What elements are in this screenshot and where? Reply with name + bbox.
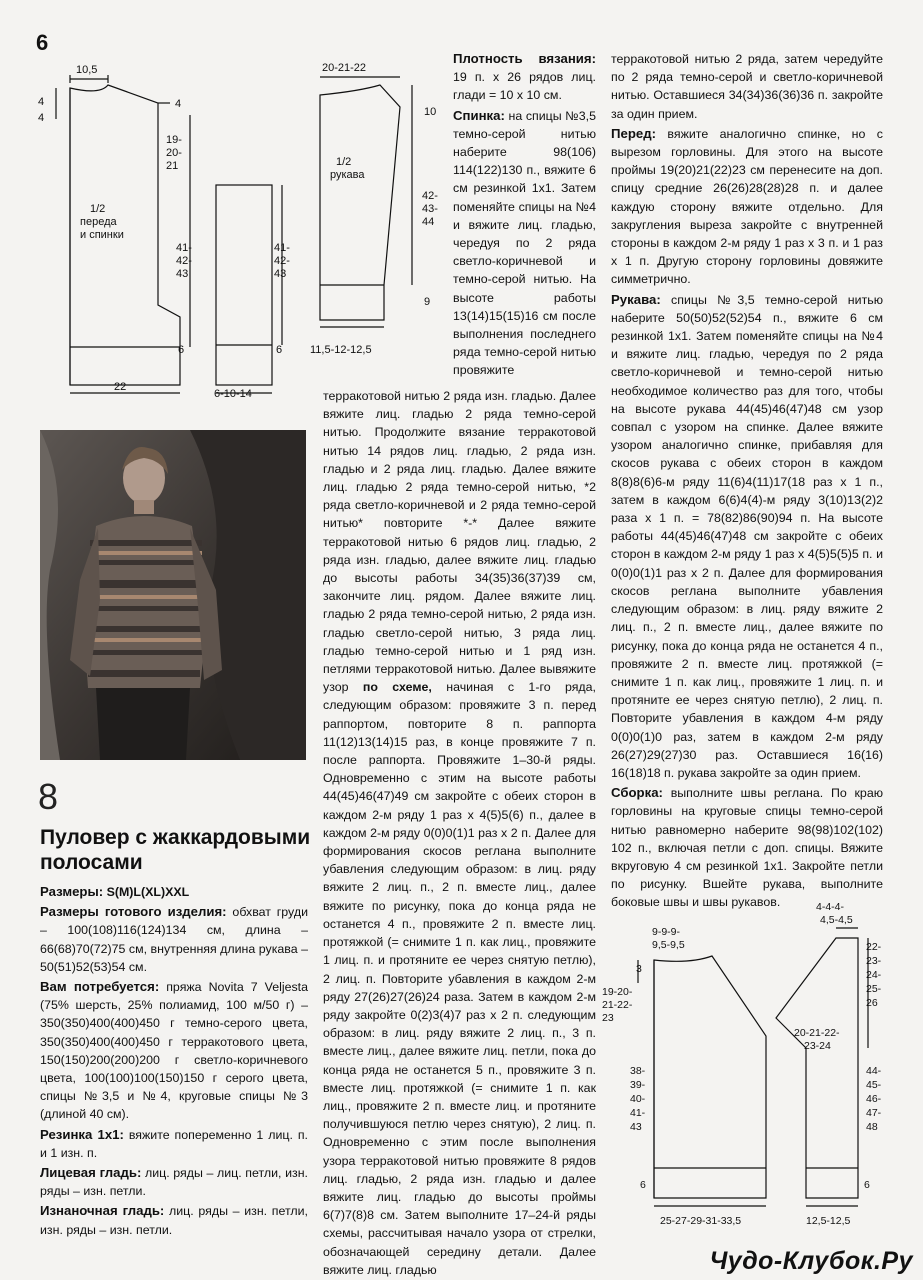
schema-sleeve-width: 12,5-12,5 xyxy=(806,1215,851,1227)
schema-mid-bottom: 6-10-14 xyxy=(214,388,252,400)
schema-sleeve-cap: 10 xyxy=(424,106,437,118)
schema-bottom-width: 25-27-29-31-33,5 xyxy=(660,1215,742,1227)
schema-neck-2: 4 xyxy=(38,112,45,124)
svg-text:43: 43 xyxy=(176,268,189,280)
svg-text:переда: переда xyxy=(80,216,117,228)
schema-top-width: 10,5 xyxy=(76,64,98,76)
schema-neck-1: 4 xyxy=(38,96,45,108)
svg-text:42-: 42- xyxy=(274,255,290,267)
schema-sleeve-rib: 6 xyxy=(864,1179,870,1191)
column-right: терракотовой нитью 2 ряда, затем чередуйте по 2 ряда темно-серой и светло-коричневой нитью. Оставшиеся 34(34)36(36)36 п. закройте за один прием. Перед: вяжите аналогично спинке, но с вырезом горловины. Для этого на высоте проймы 19(20)21(22)23 см перенесите на доп. спицу средние 26(26)28(28)28 п. и далее каждую сторону вяжите отдельно. Для закругления выреза закройте с внутренней стороны в каждом 2-м ряду 1 раз х 3 п. и 1 раз х 1 п. Другую сторону горловины довяжите симметрично. Рукава: спицы №3,5 темно-серой нитью наберите 50(50)52(52)54 п., вяжите 6 см резинкой 1х1. Затем поменяйте спицы на №4 и вяжите лиц. гладью, чередуя по 2 ряда светло-коричневой и темно-серой нитью необходимое количество раз для того, чтобы на высоте рукава 44(45)46(47)48 см узор совпал с узором на спинке. Далее вяжите узором аналогично спинке, прибавляя для скосов рукава с обеих сторон в каждом 8(8)8(6)6-м ряду 11(6)4(11)17(18 раз х 1 п., затем в каждом 6(6)4(4)-м ряду 3(10)13(2)2 раза х 1 п. = 78(82)86(90)94 п. На высоте работы 44(45)46(47)48 см закройте с обеих сторон в каждом 2-м ряду 1 раз х 4(5)5(5)5 п. и 0(0)0(1)1 раз х 2 п. Далее для формирования скосов реглана выполните убавления следующим образом: в лиц. ряду вяжите 2 лиц. п., 2 п. вместе лиц., далее вяжите по рисунку, пока до конца ряда не останется 4 п., провяжите 2 п. вместе лиц. протяжкой (= снимите 1 п. как лиц., провяжите 1 лиц. п. и протяните ее через снятую петлю), 2 лиц. п. Повторите убавления в каждом 4-м ряду 0(0)0(1)0 раз, затем в каждом 2-м ряду 26(27)29(27)30 раз. Оставшиеся 16(16) 16(18)18 п. рукава закройте за один прием. Сборка: выполните швы реглана. По краю горловины на круговые спицы темно-серой нитью равномерно наберите 98(98)102(102) 102 п., включая петли с доп. спицы. Вяжите вкруговую 4 см резинкой 1х1. Закройте петли по рисунку. Вшейте рукава, выполните боковые швы и швы рукавов. xyxy=(611,52,883,910)
svg-text:9,5-9,5: 9,5-9,5 xyxy=(652,939,685,951)
svg-text:44-: 44- xyxy=(866,1065,882,1077)
schema-neck-right: 4 xyxy=(175,98,182,110)
svg-text:21: 21 xyxy=(166,160,179,172)
svg-text:42-: 42- xyxy=(422,190,438,202)
page-number: 6 xyxy=(36,30,49,55)
svg-text:4,5-4,5: 4,5-4,5 xyxy=(820,914,853,926)
svg-text:43: 43 xyxy=(274,268,287,280)
svg-text:24-: 24- xyxy=(866,969,882,981)
project-title: Пуловер с жаккардовыми полосами xyxy=(40,826,311,874)
svg-text:46-: 46- xyxy=(866,1093,882,1105)
svg-text:и спинки: и спинки xyxy=(80,229,124,241)
svg-text:41-: 41- xyxy=(274,242,290,254)
svg-text:44: 44 xyxy=(422,216,435,228)
svg-text:1/2: 1/2 xyxy=(336,156,352,168)
svg-text:38-: 38- xyxy=(630,1065,646,1077)
schema-sleeve xyxy=(300,55,450,365)
schema-sleeve-cuff: 9 xyxy=(424,296,431,308)
watermark: Чудо-Клубок.Ру xyxy=(709,1247,913,1275)
svg-text:39-: 39- xyxy=(630,1079,646,1091)
svg-text:23-24: 23-24 xyxy=(804,1040,831,1052)
column-density: Плотность вязания: 19 п. х 26 рядов лиц. глади = 10 х 10 см. Спинка: на спицы №3,5 темно-серой нитью наберите 98(106) 114(122)130 п., вяжите 6 см резинкой 1х1. Затем поменяйте спицы на №4 и вяжите лиц. гладью, чередуя по 2 ряда светло-коричневой и темно-серой нитью. На высоте работы 13(14)15(15)16 см после выполнения последнего ряда темно-серой нитью провяжите xyxy=(453,51,596,378)
svg-text:48: 48 xyxy=(866,1121,878,1133)
svg-text:19-: 19- xyxy=(166,134,182,146)
svg-text:22-: 22- xyxy=(866,941,882,953)
svg-text:4-4-4-: 4-4-4- xyxy=(816,901,845,913)
svg-text:41-: 41- xyxy=(176,242,192,254)
schema-pattern xyxy=(600,898,900,1246)
svg-text:19-20-: 19-20- xyxy=(602,986,633,998)
svg-text:43-: 43- xyxy=(422,203,438,215)
schema-body xyxy=(30,55,320,400)
column-back: терракотовой нитью 2 ряда изн. гладью. Далее вяжите лиц. гладью 2 ряда темно-серой нитью. Продолжите вязание терракотовой нитью 14 рядов лиц. гладью, 2 ряда изн. гладью и 2 ряда лиц. гладью. Далее вяжите лиц. гладью 2 ряда темно-серой нитью, *2 ряда светло-коричневой и 2 ряда темно-серой нитью* повторите *-* Далее вяжите терракотовой нитью 6 рядов лиц. гладью, 2 ряда изн. гладью, далее вяжите лиц. гладью до высоты работы 34(35)36(37)39 см, закончите лиц. рядом. Далее вяжите лиц. гладью 2 ряда темно-серой нитью, 2 ряда изн. гладью светло-серой нитью, 3 ряда лиц. гладью темно-серой нитью и 1 ряд изн. петлями терракотовой нитью. Далее вывяжите узор по схеме, начиная с 1-го ряда, следующим образом: провяжите 3 п. перед раппортом, повторите 8 п. раппорта 11(12)13(14)15 раз, в конце провяжите 7 п. после раппорта. Провяжите 1–30-й ряды. Одновременно с этим на высоте работы 44(45)46(47)49 см закройте с обеих сторон в каждом 2-м ряду 1 раз х 4(5)5(6) п., далее в каждом 2-м ряду 0(0)0(1)1 раз х 2 п. Далее для формирования скосов реглана выполните убавления следующим образом: в лиц. ряду вяжите 2 лиц. п., 2 п. вместе лиц., далее вяжите по рисунку, пока до конца ряда не останется 4 п., провяжите 2 п. вместе лиц. протяжкой (= снимите 1 п. как лиц., провяжите 1 лиц. п. и протяните ее через снятую петлю), 2 лиц. п. Повторите убавления в каждом 2-м ряду 27(26)27(26)24 раза. Затем в каждом 2-м ряду закройте 0(2)3(4)7 раз х 2 п. следующим образом: в лиц. ряду вяжите 2 лиц. п., 3 п. вместе лиц., далее вяжите лиц. петли, пока до конца ряда не останется 5 п., провяжите 3 п. вместе лиц. протяжкой (= снимите 1 п. как лиц., провяжите 2 п. вместе лиц. и протяните получившуюся петлю через снятую), 2 лиц. п. Одновременно с этим после выполнения узора терракотовой нитью провяжите 8 рядов лиц. гладью, 2 ряда изн. гладью и далее вяжите лиц. гладью до высоты проймы 6(7)7(8)8 см. Затем выполните 17–24-й ряды схемы, рассчитывая начало узора от стрелки, обозначающей середину детали. Далее вяжите лиц. гладью xyxy=(323,389,596,1277)
svg-text:40-: 40- xyxy=(630,1093,646,1105)
model-photo xyxy=(40,430,306,760)
schema-bottom: 22 xyxy=(114,381,127,393)
schema-sleeve-bottom: 11,5-12-12,5 xyxy=(310,344,372,356)
svg-text:23-: 23- xyxy=(866,955,882,967)
svg-text:1/2: 1/2 xyxy=(90,203,106,215)
schema-mid-rib: 6 xyxy=(276,344,283,356)
svg-text:45-: 45- xyxy=(866,1079,882,1091)
svg-text:21-22-: 21-22- xyxy=(602,999,633,1011)
svg-text:25-: 25- xyxy=(866,983,882,995)
svg-text:9-9-9-: 9-9-9- xyxy=(652,926,681,938)
svg-text:20-: 20- xyxy=(166,147,182,159)
svg-text:23: 23 xyxy=(602,1012,614,1024)
project-number: 8 xyxy=(38,776,59,817)
svg-text:26: 26 xyxy=(866,997,878,1009)
schema-bottom-rib: 6 xyxy=(640,1179,646,1191)
svg-text:41-: 41- xyxy=(630,1107,646,1119)
schema-rib: 6 xyxy=(178,344,185,356)
schema-sleeve-top: 20-21-22 xyxy=(322,62,367,74)
svg-text:20-21-22-: 20-21-22- xyxy=(794,1027,840,1039)
column-left: Размеры: S(M)L(XL)XXL Размеры готового изделия: обхват груди – 100(108)116(124)134 см, длина – 66(68)70(72)75 см, внутренняя длина рукава – 50(51)52(53)54 см. Вам потребуется: пряжа Novita 7 Veljesta (75% шерсть, 25% полиамид, 100 м/50 г) – 350(350)400(400)450 г темно-серого цвета, 350(350)400(400)450 г терракотового цвета, 150(150)200(200)200 г светло-коричневого цвета, 100(100)100(150)150 г серого цвета, спицы №3,5 и №4, круговые спицы №3 (длиной 40 см). Резинка 1х1: вяжите попеременно 1 лиц. п. и 1 изн. п. Лицевая гладь: лиц. ряды – лиц. петли, изн. ряды – изн. петли. Изнаночная гладь: лиц. ряды – изн. петли, изн. ряды – изн. петли. xyxy=(40,884,309,1237)
svg-text:43: 43 xyxy=(630,1121,642,1133)
svg-text:42-: 42- xyxy=(176,255,192,267)
svg-text:47-: 47- xyxy=(866,1107,882,1119)
schema-neck-depth: 3 xyxy=(636,963,642,975)
svg-text:рукава: рукава xyxy=(330,169,365,181)
